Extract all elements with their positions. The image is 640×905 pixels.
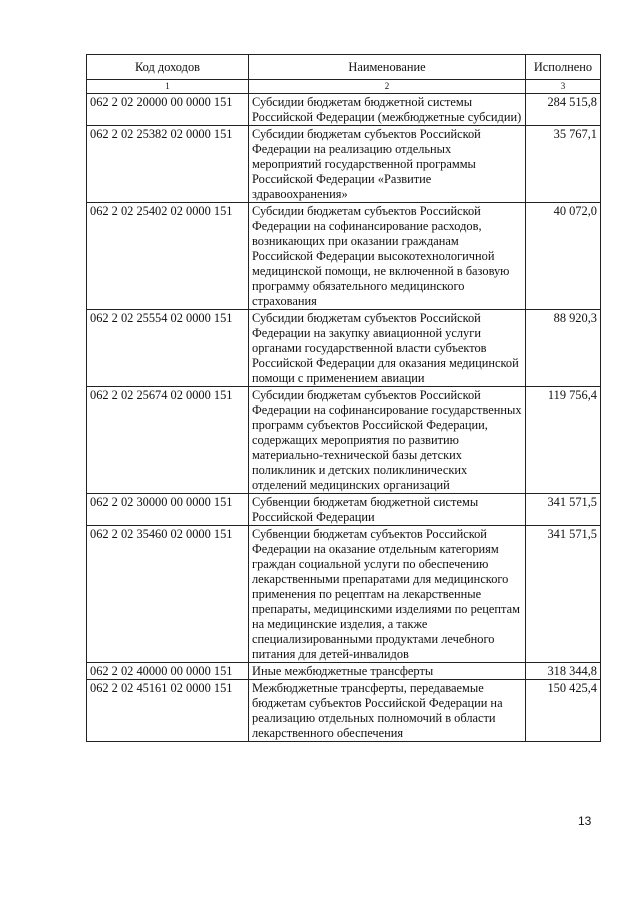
column-number-2: 2 xyxy=(249,80,526,94)
row-name: Субсидии бюджетам субъектов Российской Федерации на софинансирование расходов, возникающих при оказании гражданам Российской Федерации высокотехнологичной медицинской помощи, не включенной в базовую программу обязательного медицинского страхования xyxy=(249,203,526,310)
table-header-row xyxy=(87,55,601,80)
row-code: 062 2 02 30000 00 0000 151 xyxy=(87,494,249,526)
row-amount: 150 425,4 xyxy=(526,680,601,742)
row-amount: 35 767,1 xyxy=(526,126,601,203)
table-row xyxy=(87,94,601,126)
row-amount: 284 515,8 xyxy=(526,94,601,126)
row-amount: 119 756,4 xyxy=(526,387,601,494)
row-code: 062 2 02 20000 00 0000 151 xyxy=(87,94,249,126)
table-row xyxy=(87,494,601,526)
table-row xyxy=(87,387,601,494)
table-row xyxy=(87,126,601,203)
row-amount: 88 920,3 xyxy=(526,310,601,387)
row-name: Субсидии бюджетам бюджетной системы Российской Федерации (межбюджетные субсидии) xyxy=(249,94,526,126)
row-code: 062 2 02 25402 02 0000 151 xyxy=(87,203,249,310)
row-code: 062 2 02 25554 02 0000 151 xyxy=(87,310,249,387)
row-code: 062 2 02 25674 02 0000 151 xyxy=(87,387,249,494)
column-number-3: 3 xyxy=(526,80,601,94)
row-amount: 318 344,8 xyxy=(526,663,601,680)
revenue-table xyxy=(86,54,601,742)
row-name: Иные межбюджетные трансферты xyxy=(249,663,526,680)
table-row xyxy=(87,310,601,387)
row-name: Субвенции бюджетам субъектов Российской Федерации на оказание отдельным категориям граждан социальной услуги по обеспечению лекарственными препаратами для медицинского применения по рецептам на лекарственные препараты, медицинскими изделиями по рецептам на медицинские изделия, а также специализированными продуктами лечебного питания для детей-инвалидов xyxy=(249,526,526,663)
row-name: Субсидии бюджетам субъектов Российской Федерации на софинансирование государственных программ субъектов Российской Федерации, содержащих мероприятия по развитию материально-технической базы детских поликлиник и детских поликлинических отделений медицинских организаций xyxy=(249,387,526,494)
table-row xyxy=(87,526,601,663)
row-name: Субсидии бюджетам субъектов Российской Федерации на реализацию отдельных мероприятий государственной программы Российской Федерации «Развитие здравоохранения» xyxy=(249,126,526,203)
row-code: 062 2 02 35460 02 0000 151 xyxy=(87,526,249,663)
table-row xyxy=(87,680,601,742)
header-code: Код доходов xyxy=(87,55,249,80)
column-number-row xyxy=(87,80,601,94)
column-number-1: 1 xyxy=(87,80,249,94)
row-name: Субсидии бюджетам субъектов Российской Федерации на закупку авиационной услуги органами государственной власти субъектов Российской Федерации для оказания медицинской помощи с применением авиации xyxy=(249,310,526,387)
table-row xyxy=(87,203,601,310)
row-name: Межбюджетные трансферты, передаваемые бюджетам субъектов Российской Федерации на реализацию отдельных полномочий в области лекарственного обеспечения xyxy=(249,680,526,742)
row-amount: 341 571,5 xyxy=(526,526,601,663)
header-name: Наименование xyxy=(249,55,526,80)
row-amount: 341 571,5 xyxy=(526,494,601,526)
row-amount: 40 072,0 xyxy=(526,203,601,310)
row-code: 062 2 02 45161 02 0000 151 xyxy=(87,680,249,742)
row-code: 062 2 02 40000 00 0000 151 xyxy=(87,663,249,680)
table-row xyxy=(87,663,601,680)
page-number: 13 xyxy=(578,814,592,828)
header-executed: Исполнено xyxy=(526,55,601,80)
row-code: 062 2 02 25382 02 0000 151 xyxy=(87,126,249,203)
row-name: Субвенции бюджетам бюджетной системы Российской Федерации xyxy=(249,494,526,526)
